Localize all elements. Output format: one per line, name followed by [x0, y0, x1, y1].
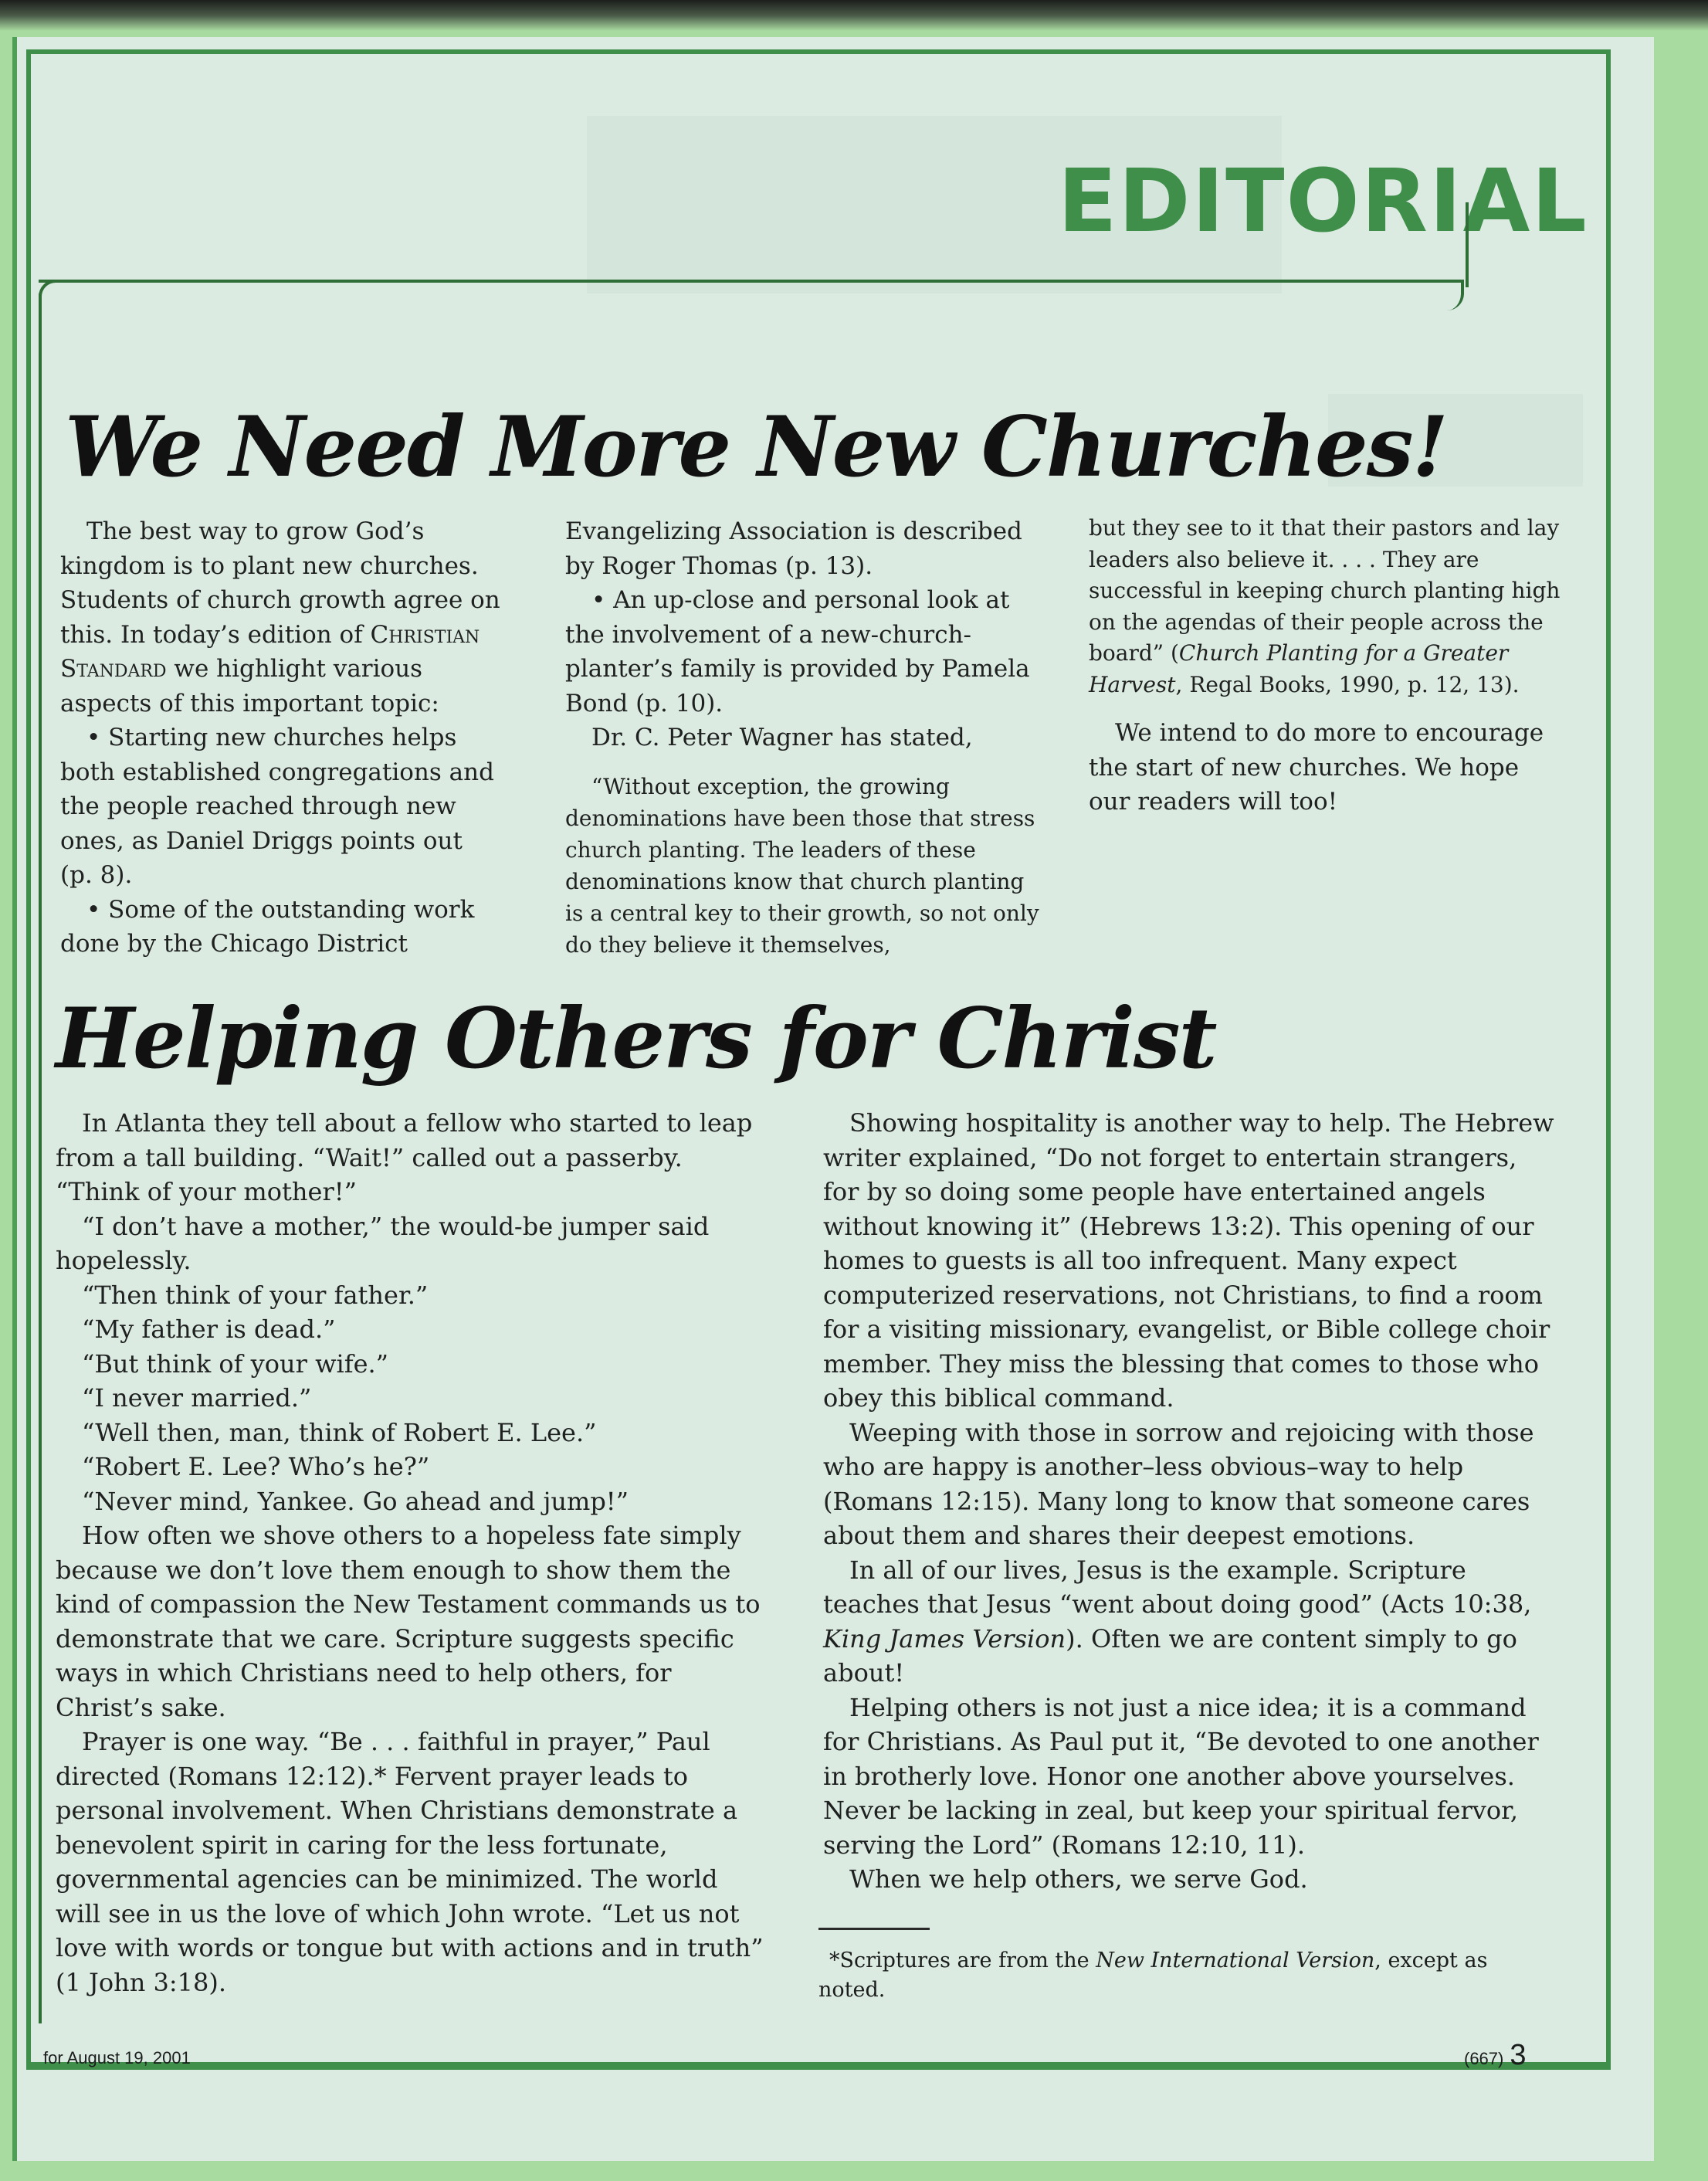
- editorial-masthead: EDITORIAL: [1058, 151, 1588, 252]
- article-2-para-9: “Never mind, Yankee. Go ahead and jump!”: [82, 1486, 629, 1516]
- footnote-rule: [818, 1928, 930, 1930]
- article-1-col2-text: Evangelizing Association is described by Roger Thomas (p. 13).: [565, 517, 1022, 580]
- article-2-weeping: Weeping with those in sorrow and rejoicing with those who are happy is another–less obvious–way to help (Romans 12:15). Many long to know that someone cares about them and shares their deepest emotions.: [823, 1417, 1534, 1550]
- top-shadow: [0, 0, 1708, 31]
- article-1-quote-continued: but they see to it that their pastors and lay leaders also believe it. . . . They are successful in keeping church planting high on the agendas of their people across the board” (Church Planting for a Greater Harvest, Regal Books, 1990, p. 12, 13).: [1089, 515, 1561, 697]
- header-rule: [39, 280, 1464, 310]
- header-rule-corner: [39, 280, 65, 329]
- article-1-bullet-1: • Starting new churches helps both established congregations and the people reached through new ones, as Daniel Driggs points out (p. 8).: [60, 724, 494, 889]
- masthead-hook: [1442, 202, 1469, 287]
- article-2-para-1: In Atlanta they tell about a fellow who started to leap from a tall building. “Wait!” called out a passerby. “Think of your mother!”: [56, 1108, 753, 1206]
- left-rule: [39, 293, 42, 2023]
- article-2-closing: When we help others, we serve God.: [849, 1864, 1308, 1894]
- article-2-para-11: Prayer is one way. “Be . . . faithful in prayer,” Paul directed (Romans 12:12).* Fervent prayer leads to personal involvement. When Christians demonstrate a benevolent spirit in caring for the less fortunate, governmental agencies can be minimized. The world will see in us the love of which John wrote. “Let us not love with words or tongue but with actions and in truth” (1 John 3:18).: [56, 1727, 764, 1997]
- article-1-column-2: [565, 514, 1044, 961]
- article-1-intro: The best way to grow God’s kingdom is to plant new churches. Students of church growth agree on this. In today’s edition of Christian Standard we highlight various aspects of this important topic:: [60, 517, 500, 717]
- page-folio: [1464, 2039, 1527, 2072]
- article-2-para-7: “Well then, man, think of Robert E. Lee.”: [82, 1417, 597, 1447]
- article-2-right-column: [823, 1106, 1557, 1897]
- article-2-example: In all of our lives, Jesus is the example. Scripture teaches that Jesus “went about doing good” (Acts 10:38, King James Version). Often we are content simply to go about!: [823, 1555, 1532, 1687]
- article-2-para-5: “But think of your wife.”: [82, 1348, 389, 1379]
- article-1-wagner-quote: “Without exception, the growing denominations have been those that stress church planting. The leaders of these denominations know that church planting is a central key to their growth, so not only do they believe it themselves,: [565, 773, 1039, 958]
- article-1-bullet-2: • Some of the outstanding work done by the Chicago District: [60, 895, 475, 958]
- article-2-command: Helping others is not just a nice idea; it is a command for Christians. As Paul put it, “Be devoted to one another in brotherly love. Honor one another above yourselves. Never be lacking in zeal, but keep your spiritual fervor, serving the Lord” (Romans 12:10, 11).: [823, 1692, 1539, 1860]
- article-1-wagner-intro: Dr. C. Peter Wagner has stated,: [591, 724, 973, 751]
- folio-code: (667): [1464, 2049, 1504, 2068]
- footnote: *Scriptures are from the New International Version, except as noted.: [818, 1949, 1488, 2002]
- article-2-para-10: How often we shove others to a hopeless fate simply because we don’t love them enough to show them the kind of compassion the New Testament commands us to demonstrate that we care. Scripture suggests specific ways in which Christians need to help others, for Christ’s sake.: [56, 1521, 761, 1722]
- article-2-para-6: “I never married.”: [82, 1383, 312, 1413]
- article-2-hospitality: Showing hospitality is another way to help. The Hebrew writer explained, “Do not forget to entertain strangers, for by so doing some people have entertained angels without knowing it” (Hebrews 13:2). This opening of our homes to guests is all too infrequent. Many expect computerized reservations, not Christians, to find a room for a visiting missionary, evangelist, or Bible college choir member. They miss the blessing that comes to those who obey this biblical command.: [823, 1108, 1554, 1413]
- page-number: 3: [1510, 2039, 1527, 2071]
- article-1-title: We Need More New Churches!: [65, 399, 1447, 496]
- article-2-para-8: “Robert E. Lee? Who’s he?”: [82, 1452, 430, 1481]
- article-2-left-column: [56, 1106, 766, 2000]
- article-1-column-3: [1089, 513, 1567, 819]
- article-1-bullet-3: • An up-close and personal look at the involvement of a new-church-planter’s family is provided by Pamela Bond (p. 10).: [565, 586, 1030, 717]
- article-2-para-3: “Then think of your father.”: [82, 1280, 429, 1310]
- article-2-para-2: “I don’t have a mother,” the would-be jumper said hopelessly.: [56, 1211, 710, 1275]
- article-1-column-1: [60, 514, 500, 962]
- issue-date: for August 19, 2001: [43, 2048, 191, 2067]
- article-2-para-4: “My father is dead.”: [82, 1314, 336, 1344]
- article-2-title: Helping Others for Christ: [56, 990, 1216, 1087]
- article-1-closing: We intend to do more to encourage the start of new churches. We hope our readers will too!: [1089, 719, 1544, 816]
